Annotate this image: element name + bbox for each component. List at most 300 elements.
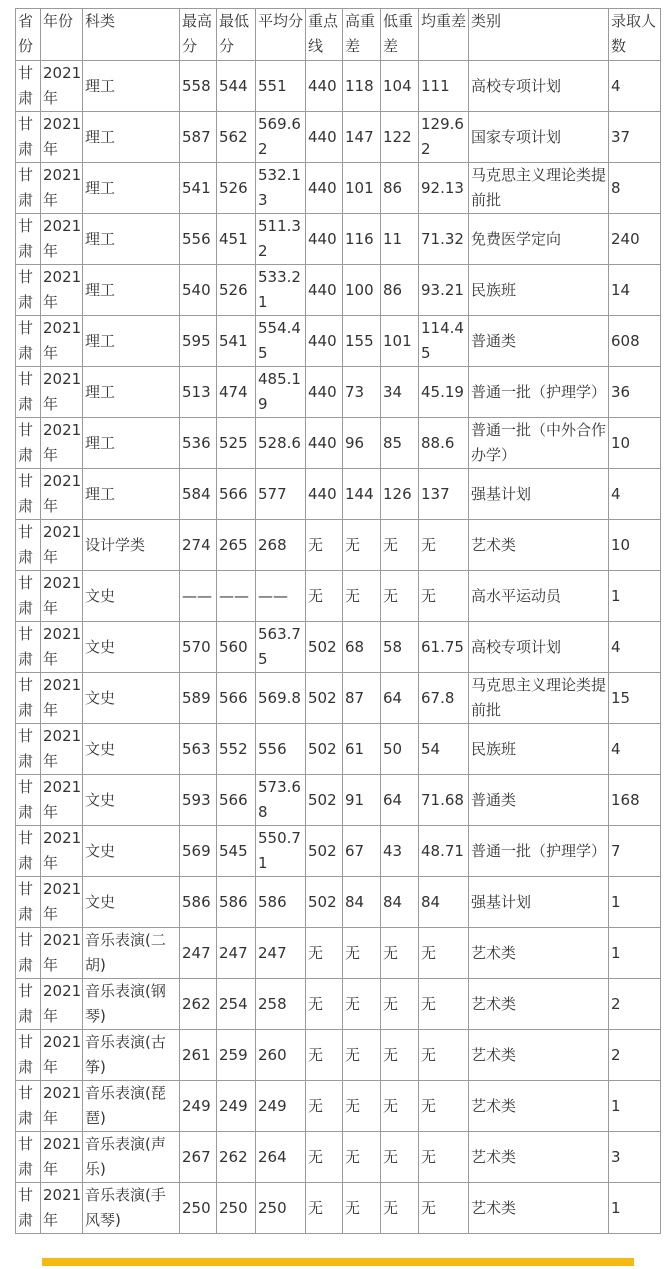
table-cell: 250: [256, 1183, 306, 1234]
table-cell: 甘肃: [16, 469, 41, 520]
table-cell: 552: [217, 724, 256, 775]
table-row: [16, 724, 661, 775]
table-cell: 440: [306, 265, 343, 316]
table-cell: 551: [256, 61, 306, 112]
table-cell: 267: [180, 1132, 217, 1183]
table-cell: 甘肃: [16, 214, 41, 265]
table-cell: 无: [343, 1030, 381, 1081]
table-cell: 61: [343, 724, 381, 775]
table-cell: 普通一批（中外合作办学）: [469, 418, 609, 469]
table-cell: 556: [256, 724, 306, 775]
table-row: [16, 775, 661, 826]
table-cell: 甘肃: [16, 367, 41, 418]
table-cell: 2021年: [41, 673, 83, 724]
table-cell: 文史: [83, 724, 180, 775]
table-cell: 71.32: [419, 214, 469, 265]
table-cell: 264: [256, 1132, 306, 1183]
column-header: 科类: [83, 9, 180, 61]
table-cell: 2021年: [41, 265, 83, 316]
table-cell: 无: [419, 571, 469, 622]
column-header: 省份: [16, 9, 41, 61]
table-cell: 268: [256, 520, 306, 571]
table-cell: 440: [306, 469, 343, 520]
table-row: [16, 1132, 661, 1183]
table-cell: 无: [381, 571, 419, 622]
table-cell: 2: [609, 979, 661, 1030]
table-cell: 无: [343, 979, 381, 1030]
table-cell: 2021年: [41, 1183, 83, 1234]
table-cell: 247: [217, 928, 256, 979]
table-cell: 34: [381, 367, 419, 418]
table-cell: 音乐表演(声乐): [83, 1132, 180, 1183]
table-cell: 理工: [83, 112, 180, 163]
table-cell: 无: [419, 520, 469, 571]
table-cell: 566: [217, 775, 256, 826]
table-cell: 甘肃: [16, 163, 41, 214]
table-cell: 音乐表演(二胡): [83, 928, 180, 979]
table-cell: 2021年: [41, 979, 83, 1030]
table-cell: 440: [306, 163, 343, 214]
footer-accent-bar: [42, 1258, 634, 1266]
table-cell: 593: [180, 775, 217, 826]
table-cell: 440: [306, 61, 343, 112]
table-cell: 258: [256, 979, 306, 1030]
table-cell: 502: [306, 622, 343, 673]
table-cell: 无: [306, 571, 343, 622]
table-cell: 502: [306, 826, 343, 877]
table-cell: 无: [419, 1030, 469, 1081]
table-cell: 58: [381, 622, 419, 673]
table-cell: 普通类: [469, 316, 609, 367]
table-cell: 64: [381, 775, 419, 826]
table-cell: 440: [306, 418, 343, 469]
table-cell: 无: [306, 1030, 343, 1081]
table-cell: 541: [180, 163, 217, 214]
table-cell: 艺术类: [469, 979, 609, 1030]
table-cell: 532.13: [256, 163, 306, 214]
table-cell: 262: [180, 979, 217, 1030]
column-header: 类别: [469, 9, 609, 61]
table-cell: 569: [180, 826, 217, 877]
table-row: [16, 316, 661, 367]
table-cell: 440: [306, 112, 343, 163]
table-cell: 艺术类: [469, 928, 609, 979]
table-cell: 48.71: [419, 826, 469, 877]
table-cell: 87: [343, 673, 381, 724]
table-cell: 强基计划: [469, 877, 609, 928]
table-cell: 2021年: [41, 1081, 83, 1132]
table-cell: 甘肃: [16, 928, 41, 979]
table-cell: 4: [609, 622, 661, 673]
column-header: 年份: [41, 9, 83, 61]
table-cell: 36: [609, 367, 661, 418]
table-cell: ——: [256, 571, 306, 622]
table-cell: 高校专项计划: [469, 61, 609, 112]
table-cell: 甘肃: [16, 1081, 41, 1132]
table-cell: 570: [180, 622, 217, 673]
table-cell: 61.75: [419, 622, 469, 673]
table-cell: 无: [306, 979, 343, 1030]
table-cell: 14: [609, 265, 661, 316]
table-cell: 1: [609, 928, 661, 979]
table-cell: 普通类: [469, 775, 609, 826]
table-cell: 577: [256, 469, 306, 520]
table-cell: 2021年: [41, 163, 83, 214]
column-header: 重点线: [306, 9, 343, 61]
table-cell: 2021年: [41, 418, 83, 469]
table-cell: 573.68: [256, 775, 306, 826]
table-cell: 525: [217, 418, 256, 469]
table-cell: 1: [609, 1081, 661, 1132]
table-cell: 247: [180, 928, 217, 979]
table-cell: 569.8: [256, 673, 306, 724]
table-cell: 1: [609, 571, 661, 622]
table-cell: 甘肃: [16, 673, 41, 724]
table-cell: 563: [180, 724, 217, 775]
table-cell: 100: [343, 265, 381, 316]
table-cell: 甘肃: [16, 112, 41, 163]
table-cell: 262: [217, 1132, 256, 1183]
table-cell: 甘肃: [16, 1183, 41, 1234]
table-row: [16, 112, 661, 163]
table-cell: 144: [343, 469, 381, 520]
table-cell: 甘肃: [16, 622, 41, 673]
table-cell: 甘肃: [16, 520, 41, 571]
table-cell: 音乐表演(手风琴): [83, 1183, 180, 1234]
table-row: [16, 418, 661, 469]
table-cell: 86: [381, 163, 419, 214]
table-cell: 甘肃: [16, 1132, 41, 1183]
table-cell: 10: [609, 418, 661, 469]
table-cell: 15: [609, 673, 661, 724]
table-cell: 文史: [83, 622, 180, 673]
table-cell: 502: [306, 673, 343, 724]
table-cell: 137: [419, 469, 469, 520]
table-row: [16, 265, 661, 316]
table-cell: 艺术类: [469, 1183, 609, 1234]
table-row: [16, 979, 661, 1030]
table-cell: 569.62: [256, 112, 306, 163]
table-row: [16, 1183, 661, 1234]
table-cell: 68: [343, 622, 381, 673]
table-cell: 168: [609, 775, 661, 826]
table-cell: 文史: [83, 826, 180, 877]
table-cell: 260: [256, 1030, 306, 1081]
table-cell: 马克思主义理论类提前批: [469, 673, 609, 724]
table-cell: 84: [343, 877, 381, 928]
table-cell: 513: [180, 367, 217, 418]
table-cell: 艺术类: [469, 520, 609, 571]
table-cell: 无: [419, 1132, 469, 1183]
table-cell: 502: [306, 724, 343, 775]
table-cell: 586: [217, 877, 256, 928]
table-cell: 2021年: [41, 826, 83, 877]
column-header: 录取人数: [609, 9, 661, 61]
column-header: 最高分: [180, 9, 217, 61]
table-cell: 440: [306, 367, 343, 418]
table-cell: 64: [381, 673, 419, 724]
table-cell: 587: [180, 112, 217, 163]
table-cell: 理工: [83, 418, 180, 469]
table-row: [16, 1081, 661, 1132]
table-cell: 536: [180, 418, 217, 469]
table-cell: ——: [217, 571, 256, 622]
table-cell: 541: [217, 316, 256, 367]
table-cell: 43: [381, 826, 419, 877]
table-cell: 126: [381, 469, 419, 520]
table-cell: 556: [180, 214, 217, 265]
table-cell: 440: [306, 214, 343, 265]
table-row: [16, 61, 661, 112]
table-cell: 502: [306, 775, 343, 826]
table-cell: 理工: [83, 316, 180, 367]
table-cell: 265: [217, 520, 256, 571]
table-cell: 音乐表演(琵琶): [83, 1081, 180, 1132]
table-cell: 无: [381, 1183, 419, 1234]
table-cell: 586: [256, 877, 306, 928]
table-cell: 理工: [83, 61, 180, 112]
table-cell: 高水平运动员: [469, 571, 609, 622]
table-cell: 文史: [83, 775, 180, 826]
table-cell: 民族班: [469, 265, 609, 316]
table-cell: 566: [217, 673, 256, 724]
table-cell: 无: [306, 1132, 343, 1183]
table-cell: 8: [609, 163, 661, 214]
table-cell: 理工: [83, 214, 180, 265]
table-cell: 2021年: [41, 316, 83, 367]
table-cell: 101: [381, 316, 419, 367]
table-cell: 2021年: [41, 367, 83, 418]
table-cell: 2021年: [41, 724, 83, 775]
table-row: [16, 163, 661, 214]
table-cell: 558: [180, 61, 217, 112]
table-cell: 理工: [83, 265, 180, 316]
table-cell: 无: [343, 1132, 381, 1183]
table-cell: 249: [180, 1081, 217, 1132]
table-cell: 无: [419, 928, 469, 979]
table-cell: 261: [180, 1030, 217, 1081]
table-cell: 563.75: [256, 622, 306, 673]
table-cell: 249: [256, 1081, 306, 1132]
table-cell: 511.32: [256, 214, 306, 265]
table-cell: 2021年: [41, 1030, 83, 1081]
table-cell: 无: [343, 520, 381, 571]
table-cell: 甘肃: [16, 61, 41, 112]
table-cell: 无: [381, 1030, 419, 1081]
table-cell: 甘肃: [16, 724, 41, 775]
table-cell: 4: [609, 724, 661, 775]
column-header: 低重差: [381, 9, 419, 61]
table-cell: 85: [381, 418, 419, 469]
table-cell: 无: [343, 928, 381, 979]
table-cell: 71.68: [419, 775, 469, 826]
table-cell: 114.45: [419, 316, 469, 367]
table-cell: 艺术类: [469, 1081, 609, 1132]
table-cell: 88.6: [419, 418, 469, 469]
column-header: 高重差: [343, 9, 381, 61]
table-cell: 92.13: [419, 163, 469, 214]
table-cell: 550.71: [256, 826, 306, 877]
table-cell: 526: [217, 163, 256, 214]
table-cell: 无: [306, 520, 343, 571]
table-cell: 91: [343, 775, 381, 826]
table-cell: 560: [217, 622, 256, 673]
table-cell: 无: [381, 1132, 419, 1183]
table-cell: 无: [343, 1183, 381, 1234]
table-cell: 545: [217, 826, 256, 877]
table-cell: 502: [306, 877, 343, 928]
table-cell: 无: [419, 1183, 469, 1234]
table-row: [16, 214, 661, 265]
table-row: [16, 673, 661, 724]
table-cell: 2021年: [41, 469, 83, 520]
admission-score-table: [15, 8, 661, 1234]
table-row: [16, 826, 661, 877]
table-cell: 440: [306, 316, 343, 367]
table-cell: 理工: [83, 367, 180, 418]
table-cell: 1: [609, 877, 661, 928]
table-row: [16, 877, 661, 928]
column-header: 最低分: [217, 9, 256, 61]
table-cell: 文史: [83, 673, 180, 724]
table-cell: 533.21: [256, 265, 306, 316]
table-cell: 无: [381, 928, 419, 979]
table-cell: 240: [609, 214, 661, 265]
table-cell: 4: [609, 469, 661, 520]
table-cell: 37: [609, 112, 661, 163]
table-cell: 高校专项计划: [469, 622, 609, 673]
table-row: [16, 622, 661, 673]
table-cell: 11: [381, 214, 419, 265]
table-cell: 无: [306, 1081, 343, 1132]
table-cell: 485.19: [256, 367, 306, 418]
table-cell: 274: [180, 520, 217, 571]
table-row: [16, 520, 661, 571]
table-cell: 73: [343, 367, 381, 418]
table-header-row: [16, 9, 661, 61]
table-cell: 96: [343, 418, 381, 469]
table-cell: 155: [343, 316, 381, 367]
table-cell: 国家专项计划: [469, 112, 609, 163]
table-cell: 129.62: [419, 112, 469, 163]
table-row: [16, 1030, 661, 1081]
table-cell: 249: [217, 1081, 256, 1132]
table-cell: 67: [343, 826, 381, 877]
table-cell: 595: [180, 316, 217, 367]
table-cell: 普通一批（护理学）: [469, 367, 609, 418]
table-cell: 111: [419, 61, 469, 112]
table-cell: 2021年: [41, 61, 83, 112]
table-cell: 584: [180, 469, 217, 520]
table-cell: 1: [609, 1183, 661, 1234]
table-cell: 无: [381, 520, 419, 571]
table-cell: 甘肃: [16, 571, 41, 622]
table-cell: 甘肃: [16, 265, 41, 316]
table-cell: 118: [343, 61, 381, 112]
table-cell: 甘肃: [16, 826, 41, 877]
table-row: [16, 367, 661, 418]
table-cell: 101: [343, 163, 381, 214]
table-cell: 无: [306, 1183, 343, 1234]
table-cell: 4: [609, 61, 661, 112]
table-cell: 50: [381, 724, 419, 775]
table-cell: 84: [419, 877, 469, 928]
table-cell: 普通一批（护理学）: [469, 826, 609, 877]
table-cell: 甘肃: [16, 1030, 41, 1081]
table-cell: 544: [217, 61, 256, 112]
table-cell: 甘肃: [16, 418, 41, 469]
table-cell: 无: [381, 979, 419, 1030]
table-cell: 250: [180, 1183, 217, 1234]
table-cell: 84: [381, 877, 419, 928]
table-cell: 2021年: [41, 112, 83, 163]
table-cell: 589: [180, 673, 217, 724]
table-cell: 540: [180, 265, 217, 316]
table-cell: 2: [609, 1030, 661, 1081]
table-cell: 2021年: [41, 520, 83, 571]
table-cell: 7: [609, 826, 661, 877]
table-cell: 45.19: [419, 367, 469, 418]
table-cell: 259: [217, 1030, 256, 1081]
table-cell: 528.6: [256, 418, 306, 469]
table-cell: 554.45: [256, 316, 306, 367]
table-cell: 艺术类: [469, 1030, 609, 1081]
table-cell: 562: [217, 112, 256, 163]
table-cell: 474: [217, 367, 256, 418]
table-cell: 526: [217, 265, 256, 316]
table-cell: 无: [419, 1081, 469, 1132]
table-cell: 无: [343, 1081, 381, 1132]
table-cell: 强基计划: [469, 469, 609, 520]
table-cell: 无: [419, 979, 469, 1030]
table-cell: 甘肃: [16, 979, 41, 1030]
table-body: [16, 9, 661, 1234]
column-header: 均重差: [419, 9, 469, 61]
table-cell: 甘肃: [16, 877, 41, 928]
table-cell: 无: [381, 1081, 419, 1132]
table-cell: 54: [419, 724, 469, 775]
table-cell: 2021年: [41, 775, 83, 826]
table-cell: 甘肃: [16, 775, 41, 826]
table-cell: 2021年: [41, 928, 83, 979]
table-cell: 451: [217, 214, 256, 265]
table-cell: 250: [217, 1183, 256, 1234]
table-row: [16, 469, 661, 520]
table-cell: 2021年: [41, 571, 83, 622]
table-cell: 免费医学定向: [469, 214, 609, 265]
table-cell: 艺术类: [469, 1132, 609, 1183]
table-cell: 无: [343, 571, 381, 622]
table-cell: 10: [609, 520, 661, 571]
table-cell: 音乐表演(钢琴): [83, 979, 180, 1030]
table-cell: 音乐表演(古筝): [83, 1030, 180, 1081]
table-cell: 2021年: [41, 622, 83, 673]
table-cell: 247: [256, 928, 306, 979]
table-cell: 无: [306, 928, 343, 979]
column-header: 平均分: [256, 9, 306, 61]
table-cell: 理工: [83, 163, 180, 214]
table-cell: 文史: [83, 877, 180, 928]
table-cell: 116: [343, 214, 381, 265]
table-cell: 147: [343, 112, 381, 163]
table-cell: 254: [217, 979, 256, 1030]
table-cell: 马克思主义理论类提前批: [469, 163, 609, 214]
table-cell: 2021年: [41, 877, 83, 928]
table-cell: 3: [609, 1132, 661, 1183]
table-cell: 2021年: [41, 214, 83, 265]
table-cell: 2021年: [41, 1132, 83, 1183]
table-cell: 文史: [83, 571, 180, 622]
